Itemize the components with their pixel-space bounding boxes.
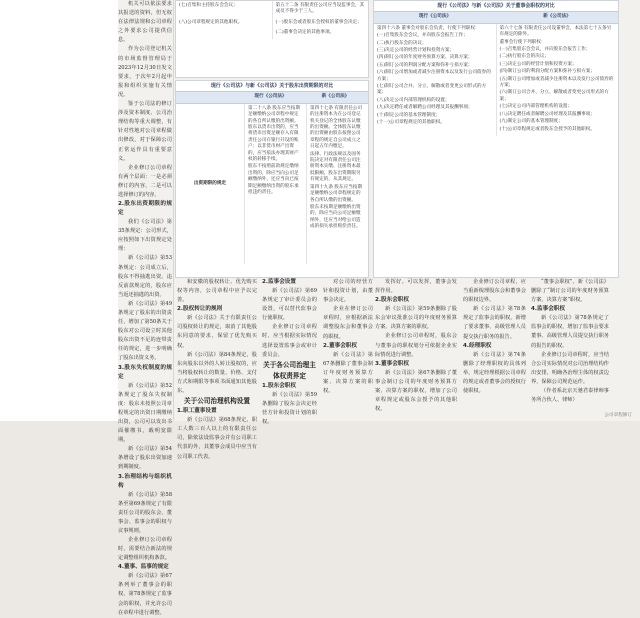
header-spacer: [176, 92, 238, 102]
table-row: [176, 28, 368, 38]
section-heading: 关于各公司治理主体权责界定: [263, 360, 316, 380]
table-cell-new-law: [497, 24, 619, 136]
table-cell-old-law: [245, 104, 307, 264]
clause-text: (二)执行股东会的决议；: [499, 54, 550, 60]
column-divider: [173, 0, 174, 421]
section-heading: 关于公司治理机构设置: [184, 397, 250, 406]
section-subheading: 2.股东出资期限的规定: [118, 201, 172, 217]
table-cell: (七)召集和主持股东会会议；: [176, 1, 273, 18]
clause-text: 法律、行政法规以及国务院决定对有限责任公司注册资本实缴、注册资本最低限额、股东出资期限另有规定的，从其规定。: [310, 151, 361, 183]
table-title: 现行《公司法》与新《公司法》关于股东出资期限的对比: [176, 81, 368, 91]
clause-text: (一)召集股东会会议，并向股东会报告工作；: [377, 33, 468, 39]
paragraph: 机关可以依法要求其报送的资料，但无权在法律法规和公司章程之外要求公司提供信息。: [118, 1, 172, 44]
paragraph: 企业修订公司章程有两个层面：一是必须修订的内容，二是可以选择修订的内容。: [118, 164, 172, 198]
clause-text: 股东未按期足额缴纳出资的，除应当向公司足额缴纳外，还应当对给公司造成的损失承担赔偿责任。: [310, 204, 361, 230]
paragraph: 企业修订公司章程时，应当根据实际情况选择设置监事会或审计委员会。: [262, 324, 317, 358]
paragraph: 对公司的经营方针和投资计划，由董事会决定。: [323, 279, 373, 304]
comparison-table-continued: [175, 0, 369, 78]
table-row: [176, 18, 368, 28]
paragraph: 我们《公司法》第35条规定：公司形式，应按照如下出资规定处理：: [118, 219, 172, 253]
board-powers-comparison-table: [373, 0, 619, 278]
clause-text: (三)决定公司的经营计划和投资方案；: [499, 61, 577, 67]
clause-text: (一)召集股东会会议，并向股东会报告工作；: [499, 47, 591, 53]
paragraph: 企业修订公司章程时，股东会与董事会的职权划分可依据企业实际情况进行调整。: [375, 333, 457, 358]
clause-text: 第二十八条 股东应当按期足额缴纳公司章程中规定的各自所认缴的出资额。股东以货币出资的，应当将货币出资足额存入有限责任公司在银行开设的账户；以非货币财产出资的，应当依法办理其财产权的转移手续。: [248, 105, 300, 163]
capital-contribution-comparison-table: [175, 80, 369, 278]
column-header: 现行《公司法》: [418, 14, 452, 20]
clause-text: (七)决定公司内部管理机构的设置；: [499, 104, 572, 110]
section-subheading: 3.股东失权制度的规定: [118, 364, 172, 380]
paragraph: 新《公司法》第69条规定了审计委员会的设置，可以替代监事会行使职权。: [262, 288, 317, 322]
clause-text: (四)制订公司的年度财务预算方案、决算方案；: [377, 55, 473, 61]
paragraph: 新《公司法》第52条规定了股东失权制度：股东未按照公司章程规定的出资日期缴纳出资，公司可以发出书面催缴书，载明宽限期。: [118, 382, 172, 444]
clause-text: 第六十七条 有限责任公司设董事会，本法第七十五条另有规定的除外。: [499, 25, 612, 38]
section-subheading: 3.治理结构与组织机构: [118, 473, 172, 489]
paragraph: 企业修订公司章程时，需要结合新法的规定调整组织机构条款。: [118, 536, 172, 562]
section-subheading: 2.董事会职权: [323, 342, 357, 349]
left-text-column: [118, 0, 172, 616]
clause-text: (十一)公司章程规定的其他职权。: [377, 120, 445, 126]
paragraph: 新《公司法》第49条规定了股东的出资责任，增加了第50条关于股东对公司设立时其他股东出资不足的连带责任的规定，进一步明确了股东出资义务。: [118, 300, 172, 362]
section-subheading: 4.董事、监事的规定: [118, 564, 169, 571]
clause-text: 股东不按照前款规定缴纳出资的，除应当向公司足额缴纳外，还应当向已按期足额缴纳出资的股东承担违约责任。: [248, 164, 299, 196]
text-column-5: [375, 278, 457, 421]
paragraph: 新《公司法》第84条规定，股东向股东以外的人转让股权的，应当将股权转让的数量、价格、支付方式和期限等事项书面通知其他股东。: [177, 351, 257, 395]
paragraph: 新《公司法》第67条删除了董事会制订公司的年度财务预算方案、决算方案的职权，增加了公司章程规定或股东会授予的其他职权。: [375, 369, 457, 413]
paragraph: 新《公司法》第53条规定：公司成立后，股东不得抽逃出资。违反前款规定的，股东应当返还抽逃的出资。: [118, 255, 172, 298]
table-header: [374, 11, 618, 23]
clause-text: (六)制订公司增加或者减少注册资本以及发行公司债券的方案；: [377, 70, 491, 82]
clause-text: (九)决定聘任或者解聘公司经理及其报酬事项；: [377, 105, 473, 111]
clause-text: (八)决定聘任或者解聘公司经理及其报酬事项；: [499, 111, 595, 117]
table-cell: (二)董事会决定的其他事项。: [275, 30, 335, 36]
clause-text: (二)执行股东会的决议；: [377, 40, 427, 46]
table-cell: [176, 28, 273, 38]
text-column-3: [262, 278, 317, 426]
text-column-4: [323, 278, 373, 421]
text-column-2: [177, 278, 257, 460]
author-note: （作者系北京天驰君泰律师事务所合伙人、律师）: [531, 388, 609, 404]
paragraph: 鉴于公司法的修订涉及资本制度、公司治理结构等重大调整，有针对性地对公司章程做出修改，对于保障公司正常运作具有重要意义。: [118, 101, 172, 162]
table-cell: (一)股东会或者股东会授权的董事会决定；: [275, 19, 362, 25]
table-cell: (八)公司章程规定的其他职权。: [176, 18, 273, 28]
section-subheading: 2.监事会设置: [262, 279, 296, 285]
paragraph: 作为公司登记机关的市场监督管理局于2023年12月30日发文要求，于次年2月起申报和组织实施有关情况。: [118, 46, 172, 98]
page-margin: [0, 0, 118, 421]
section-subheading: 2.股权转让的规则: [177, 306, 223, 313]
column-header: 新《公司法》: [543, 14, 571, 20]
clause-text: (四)制订公司的利润分配方案和弥补亏损方案；: [499, 69, 595, 75]
section-subheading: 2.股东会职权: [375, 297, 409, 304]
table-row: [176, 1, 368, 18]
table-title: 现行《公司法》与新《公司法》关于董事会职权的对比: [374, 1, 618, 11]
paragraph: 新《公司法》第59条删除了股东会决定经营方针和投资计划的职权。: [262, 391, 317, 426]
clause-text: (十)制定公司的基本管理制度；: [377, 112, 441, 118]
paragraph: 新《公司法》第78条规定了监事会的职权，增加了监事会要求董事、高级管理人员提交执行职务的报告的职权。: [531, 315, 609, 349]
section-subheading: 1.股东会职权: [262, 382, 296, 389]
paragraph: 企业修订公司章程时，应当结合公司实际情况对公司治理结构作出安排，明确各治理主体的权责边界，保障公司规范运作。: [531, 351, 609, 385]
clause-text: 第四十九条 股东应当按期足额缴纳公司章程规定的各自所认缴的出资额。: [310, 184, 362, 203]
paragraph: 新《公司法》第54条增设了股东出资加速到期制度。: [118, 446, 172, 471]
row-label: 出资期限的规定: [176, 104, 245, 264]
paragraph: 新《公司法》第67条列举了董事会的职权，第78条规定了监事会的职权，并允许公司在章程中进行调整。: [118, 573, 172, 616]
clause-text: 董事会行使下列职权：: [499, 39, 546, 45]
paragraph: 新《公司法》第58条至第69条规定了有限责任公司的股东会、董事会、监事会的职权与议事规则。: [118, 491, 172, 534]
table-cell-old-law: [374, 24, 497, 136]
clause-text: 第四十七条 有限责任公司的注册资本为在公司登记机关登记的全体股东认缴的出资额。全体股东认缴的出资额由股东按照公司章程的规定自公司成立之日起五年内缴足。: [310, 105, 362, 150]
table-cell: 第五十二条 有限责任公司应当设监事会，其成员不得少于三人。: [275, 3, 365, 15]
paragraph: 新《公司法》第59条删除了股东会审议批准公司的年度财务预算方案、决算方案的职权。: [375, 306, 457, 331]
table-cell-new-law: [307, 104, 368, 264]
table-row: [374, 24, 618, 136]
paragraph: 和安徽的股权转让、优先购买权等内容，公司章程中应予以完善。: [177, 279, 257, 304]
clause-text: (五)制订公司增加或者减少注册资本以及发行公司债券的方案；: [499, 76, 614, 89]
clause-text: (五)制订公司的利润分配方案和弥补亏损方案；: [377, 62, 473, 68]
clause-text: (八)决定公司内部管理机构的设置；: [377, 97, 450, 103]
clause-text: (七)制订公司合并、分立、解散或者变更公司形式的方案；: [377, 84, 487, 96]
table-row: [176, 104, 368, 264]
clause-text: 第四十六条 董事会对股东会负责，行使下列职权：: [377, 25, 480, 31]
paragraph: 新《公司法》第78条规定了监事会的职权，新增了要求董事、高级管理人员提交执行职务的报告。: [463, 306, 526, 340]
clause-text: (九)制定公司的基本管理制度；: [499, 119, 563, 125]
column-header: 新《公司法》: [321, 94, 350, 100]
clause-text: (三)决定公司的经营计划和投资方案；: [377, 48, 455, 54]
text-column-6: [463, 278, 526, 421]
paragraph: 新《公司法》关于有限责任公司股权转让的规定，取消了其他股东同意的要求，保留了优先购买权。: [177, 315, 257, 349]
paragraph: 发挥好。可以发挥，董事会发挥作用。: [375, 279, 457, 295]
section-subheading: 4.经理职权: [463, 342, 492, 349]
paragraph: 新《公司法》第74条删除了经理职权的具体列举，规定经理根据公司章程的规定或者董事会的授权行使职权。: [463, 351, 526, 395]
paragraph: “董事会职权”。新《公司法》删除了“制订公司的年度财务预算方案、决算方案”职权。: [531, 279, 609, 304]
paragraph: 企业在修订公司章程时，应根据新法调整股东会和董事会的职权。: [323, 306, 373, 340]
paragraph: 新《公司法》第67条删除了董事会制订年度财务预算方案、决算方案的职权。: [323, 351, 373, 395]
text-column-7: [531, 278, 609, 421]
section-subheading: 4.监事会职权: [531, 306, 565, 313]
clause-text: (十)公司章程规定或者股东会授予的其他职权。: [499, 126, 595, 132]
clause-text: (六)制订公司合并、分立、解散或者变更公司形式的方案；: [499, 90, 609, 102]
paragraph: 企业修订公司章程，应当重新梳理股东会和董事会的职权边界。: [463, 279, 526, 304]
section-subheading: 1.职工董事设置: [177, 408, 217, 415]
table-header: [176, 91, 368, 103]
page-footer: 公司章程修订: [604, 413, 632, 418]
section-subheading: 3.董事会职权: [375, 360, 409, 367]
paragraph: 新《公司法》第68条规定，职工人数三百人以上的有限责任公司，除依法设监事会并有公司职工代表的外，其董事会成员中应当有公司职工代表。: [177, 417, 257, 460]
column-header: 现行《公司法》: [254, 94, 287, 100]
